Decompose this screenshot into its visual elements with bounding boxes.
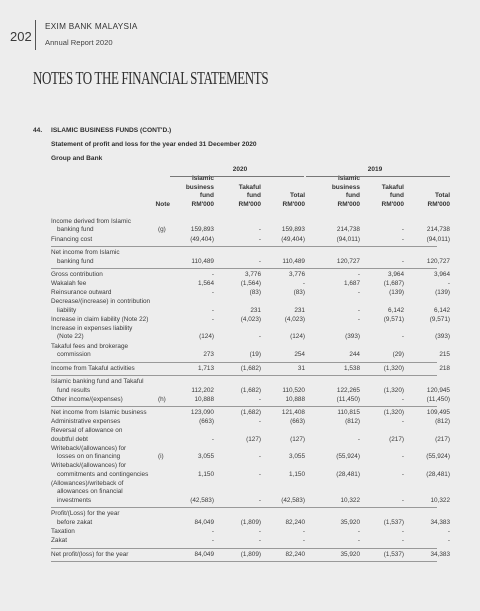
column-header [356, 184, 404, 209]
row-value: - [357, 435, 360, 443]
row-value: - [302, 536, 305, 544]
column-header-line: business [185, 183, 214, 191]
column-header-line: RM'000 [381, 200, 404, 208]
row-value: - [401, 257, 404, 265]
row-value: (1,682) [240, 364, 261, 372]
column-header-line: Total [289, 192, 305, 200]
row-value: (1,564) [240, 280, 261, 288]
column-header [312, 175, 360, 209]
column-header-line: Takaful [381, 183, 404, 191]
row-label: Net income from Islamic [51, 249, 120, 257]
row-label: Reversal of allowance on [51, 427, 123, 435]
row-value: (4,023) [284, 315, 305, 323]
row-label: losses on on financing [57, 453, 121, 461]
row-label: Income derived from Islamic [51, 218, 131, 225]
row-value: 10,888 [194, 395, 214, 403]
row-value: - [211, 435, 214, 443]
section-title: ISLAMIC BUSINESS FUNDS (CONT'D.) [51, 127, 172, 134]
row-separator [51, 362, 437, 363]
row-value: 231 [250, 306, 261, 314]
row-value: (94,011) [426, 235, 450, 243]
row-value: (4,023) [240, 315, 261, 323]
row-value: (393) [345, 333, 360, 341]
row-value: - [447, 536, 450, 544]
row-value: (127) [246, 435, 261, 443]
row-value: - [258, 257, 261, 265]
row-label: Takaful fees and brokerage [51, 342, 129, 350]
row-value: - [258, 453, 261, 461]
row-note: (i) [158, 453, 164, 461]
group-label: Group and Bank [51, 155, 103, 162]
row-value: (11,450) [336, 395, 360, 403]
row-label: fund results [57, 386, 91, 394]
row-value: (49,404) [190, 235, 214, 243]
row-value: - [357, 271, 360, 279]
row-value: - [401, 333, 404, 341]
row-value: (9,571) [383, 315, 404, 323]
row-value: - [258, 470, 261, 478]
row-value: 3,776 [245, 271, 261, 279]
row-note: (h) [158, 395, 166, 403]
row-value: (94,011) [336, 235, 360, 243]
row-label: liability [57, 306, 77, 314]
row-value: (1,687) [383, 280, 404, 288]
row-value: 34,383 [430, 518, 450, 526]
row-value: - [258, 235, 261, 243]
row-label: Gross contribution [51, 271, 103, 279]
row-value: (663) [290, 418, 305, 426]
row-label: Other income/(expenses) [51, 395, 123, 403]
row-value: 1,150 [198, 470, 214, 478]
row-value: (139) [435, 289, 450, 297]
row-value: 110,520 [282, 386, 305, 394]
row-value: (124) [199, 333, 214, 341]
column-header-line: fund [199, 192, 214, 200]
row-value: 159,893 [190, 226, 214, 234]
row-label: Administrative expenses [51, 418, 121, 426]
row-value: 110,815 [337, 409, 360, 417]
row-label: Islamic banking fund and Takaful [51, 378, 144, 386]
row-value: (9,571) [429, 315, 450, 323]
row-value: 10,322 [340, 496, 360, 504]
row-value: (139) [389, 289, 404, 297]
row-value: 34,383 [430, 550, 450, 558]
row-label: allowances on financial [57, 488, 123, 496]
row-value: 3,776 [289, 271, 305, 279]
row-value: - [357, 527, 360, 535]
row-value: (28,481) [336, 470, 360, 478]
row-value: 84,049 [194, 550, 214, 558]
row-value: 35,920 [340, 550, 360, 558]
row-value: (42,583) [190, 496, 214, 504]
statement-title: Statement of profit and loss for the year ended 31 December 2020 [51, 141, 257, 148]
row-value: (55,924) [426, 453, 450, 461]
row-label: Income from Takaful activities [51, 364, 135, 372]
row-value: (124) [290, 333, 305, 341]
row-value: - [258, 536, 261, 544]
row-label: Writeback/(allowances) for [51, 444, 127, 452]
row-value: 231 [294, 306, 305, 314]
row-label: investments [57, 496, 92, 504]
row-label: doubtful debt [51, 435, 88, 443]
row-value: - [401, 395, 404, 403]
row-separator [51, 375, 437, 376]
bank-name: EXIM BANK MALAYSIA [45, 22, 138, 31]
column-header-line: RM'000 [238, 200, 261, 208]
row-value: (1,320) [383, 364, 404, 372]
row-value: 215 [439, 350, 450, 358]
row-value: - [357, 306, 360, 314]
row-value: 110,489 [191, 257, 214, 265]
column-header-line: fund [345, 192, 360, 200]
row-label: Taxation [51, 527, 75, 535]
row-value: - [401, 453, 404, 461]
row-value: (19) [249, 350, 261, 358]
row-label: Increase in claim liability (Note 22) [51, 315, 149, 323]
row-value: 1,150 [289, 470, 305, 478]
row-value: - [258, 333, 261, 341]
row-value: - [302, 527, 305, 535]
row-value: - [211, 315, 214, 323]
row-value: 244 [349, 350, 360, 358]
row-value: 1,564 [198, 280, 214, 288]
row-value: 121,408 [281, 409, 305, 417]
row-value: - [401, 527, 404, 535]
column-header-line: RM'000 [282, 200, 305, 208]
column-header-line: fund [389, 192, 404, 200]
row-value: (1,682) [240, 409, 261, 417]
row-value: - [447, 280, 450, 288]
row-value: 110,489 [282, 257, 305, 265]
row-separator [51, 268, 437, 269]
row-value: (812) [345, 418, 360, 426]
row-value: - [211, 271, 214, 279]
row-value: 123,090 [190, 409, 214, 417]
row-label: Financing cost [51, 235, 93, 243]
row-value: (127) [290, 435, 305, 443]
row-label: Zakat [51, 536, 67, 544]
row-value: 109,495 [426, 409, 450, 417]
column-header-line: Islamic [337, 175, 360, 183]
row-value: 214,738 [336, 226, 360, 234]
row-value: - [211, 306, 214, 314]
row-value: 6,142 [388, 306, 404, 314]
row-value: - [258, 395, 261, 403]
row-value: 31 [297, 364, 305, 372]
row-value: (393) [435, 333, 450, 341]
row-label: Writeback/(allowances) for [51, 462, 127, 470]
row-value: 112,202 [191, 386, 214, 394]
row-separator [51, 507, 437, 508]
row-value: - [258, 226, 261, 234]
row-value: - [401, 470, 404, 478]
row-value: (42,583) [281, 496, 305, 504]
section-number: 44. [33, 127, 43, 134]
row-value: (812) [435, 418, 450, 426]
row-value: - [258, 496, 261, 504]
row-label: banking fund [57, 226, 94, 234]
row-separator [51, 406, 437, 407]
column-header-line: RM'000 [191, 200, 214, 208]
row-value: (29) [392, 350, 404, 358]
row-value: (83) [249, 289, 261, 297]
row-value: - [211, 527, 214, 535]
note-column-header: Note [155, 200, 170, 208]
row-label: Wakalah fee [51, 280, 87, 288]
row-value: (1,809) [240, 550, 261, 558]
row-value: - [357, 289, 360, 297]
row-value: 1,713 [198, 364, 214, 372]
header-rule [35, 20, 36, 50]
row-value: 10,322 [430, 496, 450, 504]
row-value: - [401, 496, 404, 504]
row-label: commission [57, 350, 91, 358]
row-value: - [258, 527, 261, 535]
year-2020-label: 2020 [232, 166, 248, 173]
column-header-line: RM'000 [427, 200, 450, 208]
row-value: (49,404) [281, 235, 305, 243]
row-value: - [357, 315, 360, 323]
row-label: before zakat [57, 518, 93, 526]
row-label: Net profit/(loss) for the year [51, 550, 129, 558]
row-separator [51, 548, 437, 549]
row-value: (663) [199, 418, 214, 426]
row-value: - [401, 226, 404, 234]
row-value: 218 [439, 364, 450, 372]
column-header-line: fund [246, 192, 261, 200]
row-value: (11,450) [426, 395, 450, 403]
row-value: 84,049 [194, 518, 214, 526]
row-label: Increase in expenses liability [51, 325, 133, 332]
row-note: (g) [158, 226, 166, 234]
column-header-line: business [331, 183, 360, 191]
row-value: 35,920 [340, 518, 360, 526]
row-value: (28,481) [426, 470, 450, 478]
row-label: banking fund [57, 257, 94, 265]
row-value: 3,964 [388, 271, 404, 279]
year-underline [306, 176, 450, 177]
row-value: 10,888 [285, 395, 305, 403]
row-value: 120,945 [426, 386, 450, 394]
row-label: (Note 22) [57, 333, 84, 341]
column-header [257, 192, 305, 209]
row-label: Net income from Islamic business [51, 409, 147, 417]
row-label: commitments and contingencies [57, 470, 149, 478]
row-value: - [357, 536, 360, 544]
row-value: 82,240 [285, 518, 305, 526]
row-value: 214,738 [426, 226, 450, 234]
column-header-line: Islamic [191, 175, 214, 183]
year-underline [170, 176, 304, 177]
row-value: - [211, 536, 214, 544]
row-label: Reinsurance outward [51, 289, 112, 297]
row-label: Profit/(Loss) for the year [51, 510, 120, 518]
row-label: (Allowances)/writeback of [51, 479, 124, 487]
row-value: 82,240 [285, 550, 305, 558]
row-value: (1,682) [240, 386, 261, 394]
row-value: 3,964 [434, 271, 450, 279]
row-value: (1,320) [383, 409, 404, 417]
column-header-line: RM'000 [337, 200, 360, 208]
report-name: Annual Report 2020 [45, 38, 113, 47]
row-separator [51, 246, 437, 247]
row-value: 120,727 [426, 257, 450, 265]
row-value: 122,265 [336, 386, 360, 394]
row-value: (1,809) [240, 518, 261, 526]
row-value: (1,537) [383, 518, 404, 526]
row-label: Decrease/(increase) in contribution [51, 298, 151, 306]
row-value: (55,924) [336, 453, 360, 461]
row-value: 1,687 [344, 280, 360, 288]
row-value: 6,142 [434, 306, 450, 314]
column-header [402, 192, 450, 209]
row-value: 159,893 [281, 226, 305, 234]
row-value: 1,538 [344, 364, 360, 372]
column-header-line: Total [434, 192, 450, 200]
row-value: - [302, 280, 305, 288]
column-header [213, 184, 261, 209]
page-number: 202 [10, 29, 32, 44]
row-value: - [258, 418, 261, 426]
row-value: (83) [293, 289, 305, 297]
column-header-line: Takaful [238, 183, 261, 191]
row-value: (1,320) [383, 386, 404, 394]
row-value: 120,727 [336, 257, 360, 265]
row-value: - [447, 527, 450, 535]
row-value: - [401, 418, 404, 426]
notes-title: NOTES TO THE FINANCIAL STATEMENTS [33, 68, 269, 89]
row-value: (1,537) [383, 550, 404, 558]
row-separator [51, 561, 437, 562]
row-value: - [401, 536, 404, 544]
row-value: 3,055 [198, 453, 214, 461]
row-value: 273 [203, 350, 214, 358]
row-value: (217) [389, 435, 404, 443]
column-header [166, 175, 214, 209]
row-value: (217) [435, 435, 450, 443]
row-value: - [211, 289, 214, 297]
year-2019-label: 2019 [367, 166, 383, 173]
row-value: 3,055 [289, 453, 305, 461]
row-value: 254 [294, 350, 305, 358]
row-value: - [401, 235, 404, 243]
